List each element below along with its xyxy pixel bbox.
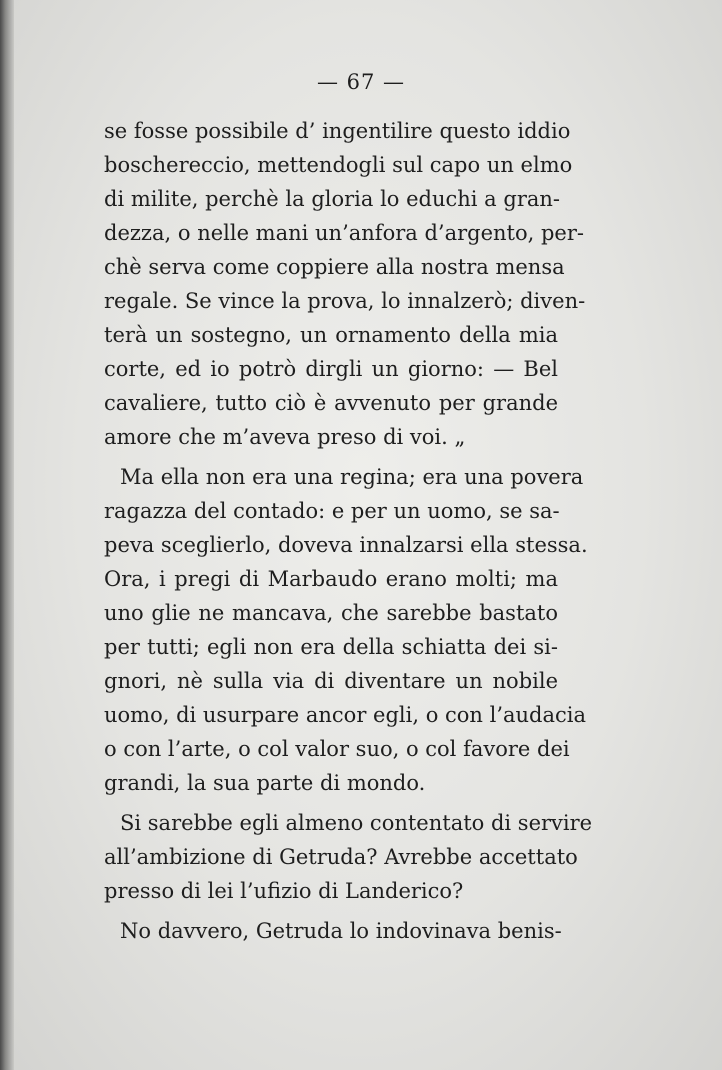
text-line: amore che m’aveva preso di voi. „: [104, 425, 466, 449]
text-line: presso di lei l’ufizio di Landerico?: [104, 879, 464, 903]
text-line: grandi, la sua parte di mondo.: [104, 771, 426, 795]
text-line: all’ambizione di Getruda? Avrebbe accettato: [104, 845, 578, 869]
text-line: se fosse possibile d’ ingentilire questo iddio: [104, 119, 571, 143]
text-line: uno glie ne mancava, che sarebbe bastato: [104, 601, 558, 625]
page-spine-shadow: [0, 0, 14, 1070]
text-line: corte, ed io potrò dirgli un giorno: — Bel: [104, 357, 558, 381]
paragraph-3: [104, 806, 593, 908]
text-line: Ora, i pregi di Marbaudo erano molti; ma: [104, 567, 558, 591]
text-line: Ma ella non era una regina; era una povera: [120, 465, 584, 489]
text-line: boschereccio, mettendogli sul capo un elmo: [104, 153, 573, 177]
paragraph-4: [104, 914, 562, 948]
text-line: No davvero, Getruda lo indovinava benis-: [120, 919, 562, 943]
text-line: Si sarebbe egli almeno contentato di servire: [120, 811, 593, 835]
page-number: — 67 —: [316, 70, 406, 94]
text-line: dezza, o nelle mani un’anfora d’argento, per-: [104, 221, 584, 245]
text-line: di milite, perchè la gloria lo educhi a gran-: [104, 187, 561, 211]
text-line: regale. Se vince la prova, lo innalzerò; diven-: [104, 289, 586, 313]
paragraph-1: [104, 114, 586, 454]
text-line: uomo, di usurpare ancor egli, o con l’audacia: [104, 703, 587, 727]
paragraph-2: [104, 460, 588, 800]
text-line: peva sceglierlo, doveva innalzarsi ella stessa.: [104, 533, 588, 557]
text-line: terà un sostegno, un ornamento della mia: [104, 323, 558, 347]
text-line: ragazza del contado: e per un uomo, se sa-: [104, 499, 560, 523]
page-body: [104, 114, 593, 948]
text-line: per tutti; egli non era della schiatta dei si-: [104, 635, 558, 659]
text-line: o con l’arte, o col valor suo, o col favore dei: [104, 737, 570, 761]
text-line: chè serva come coppiere alla nostra mensa: [104, 255, 565, 279]
text-line: cavaliere, tutto ciò è avvenuto per grande: [104, 391, 558, 415]
text-line: gnori, nè sulla via di diventare un nobile: [104, 669, 558, 693]
